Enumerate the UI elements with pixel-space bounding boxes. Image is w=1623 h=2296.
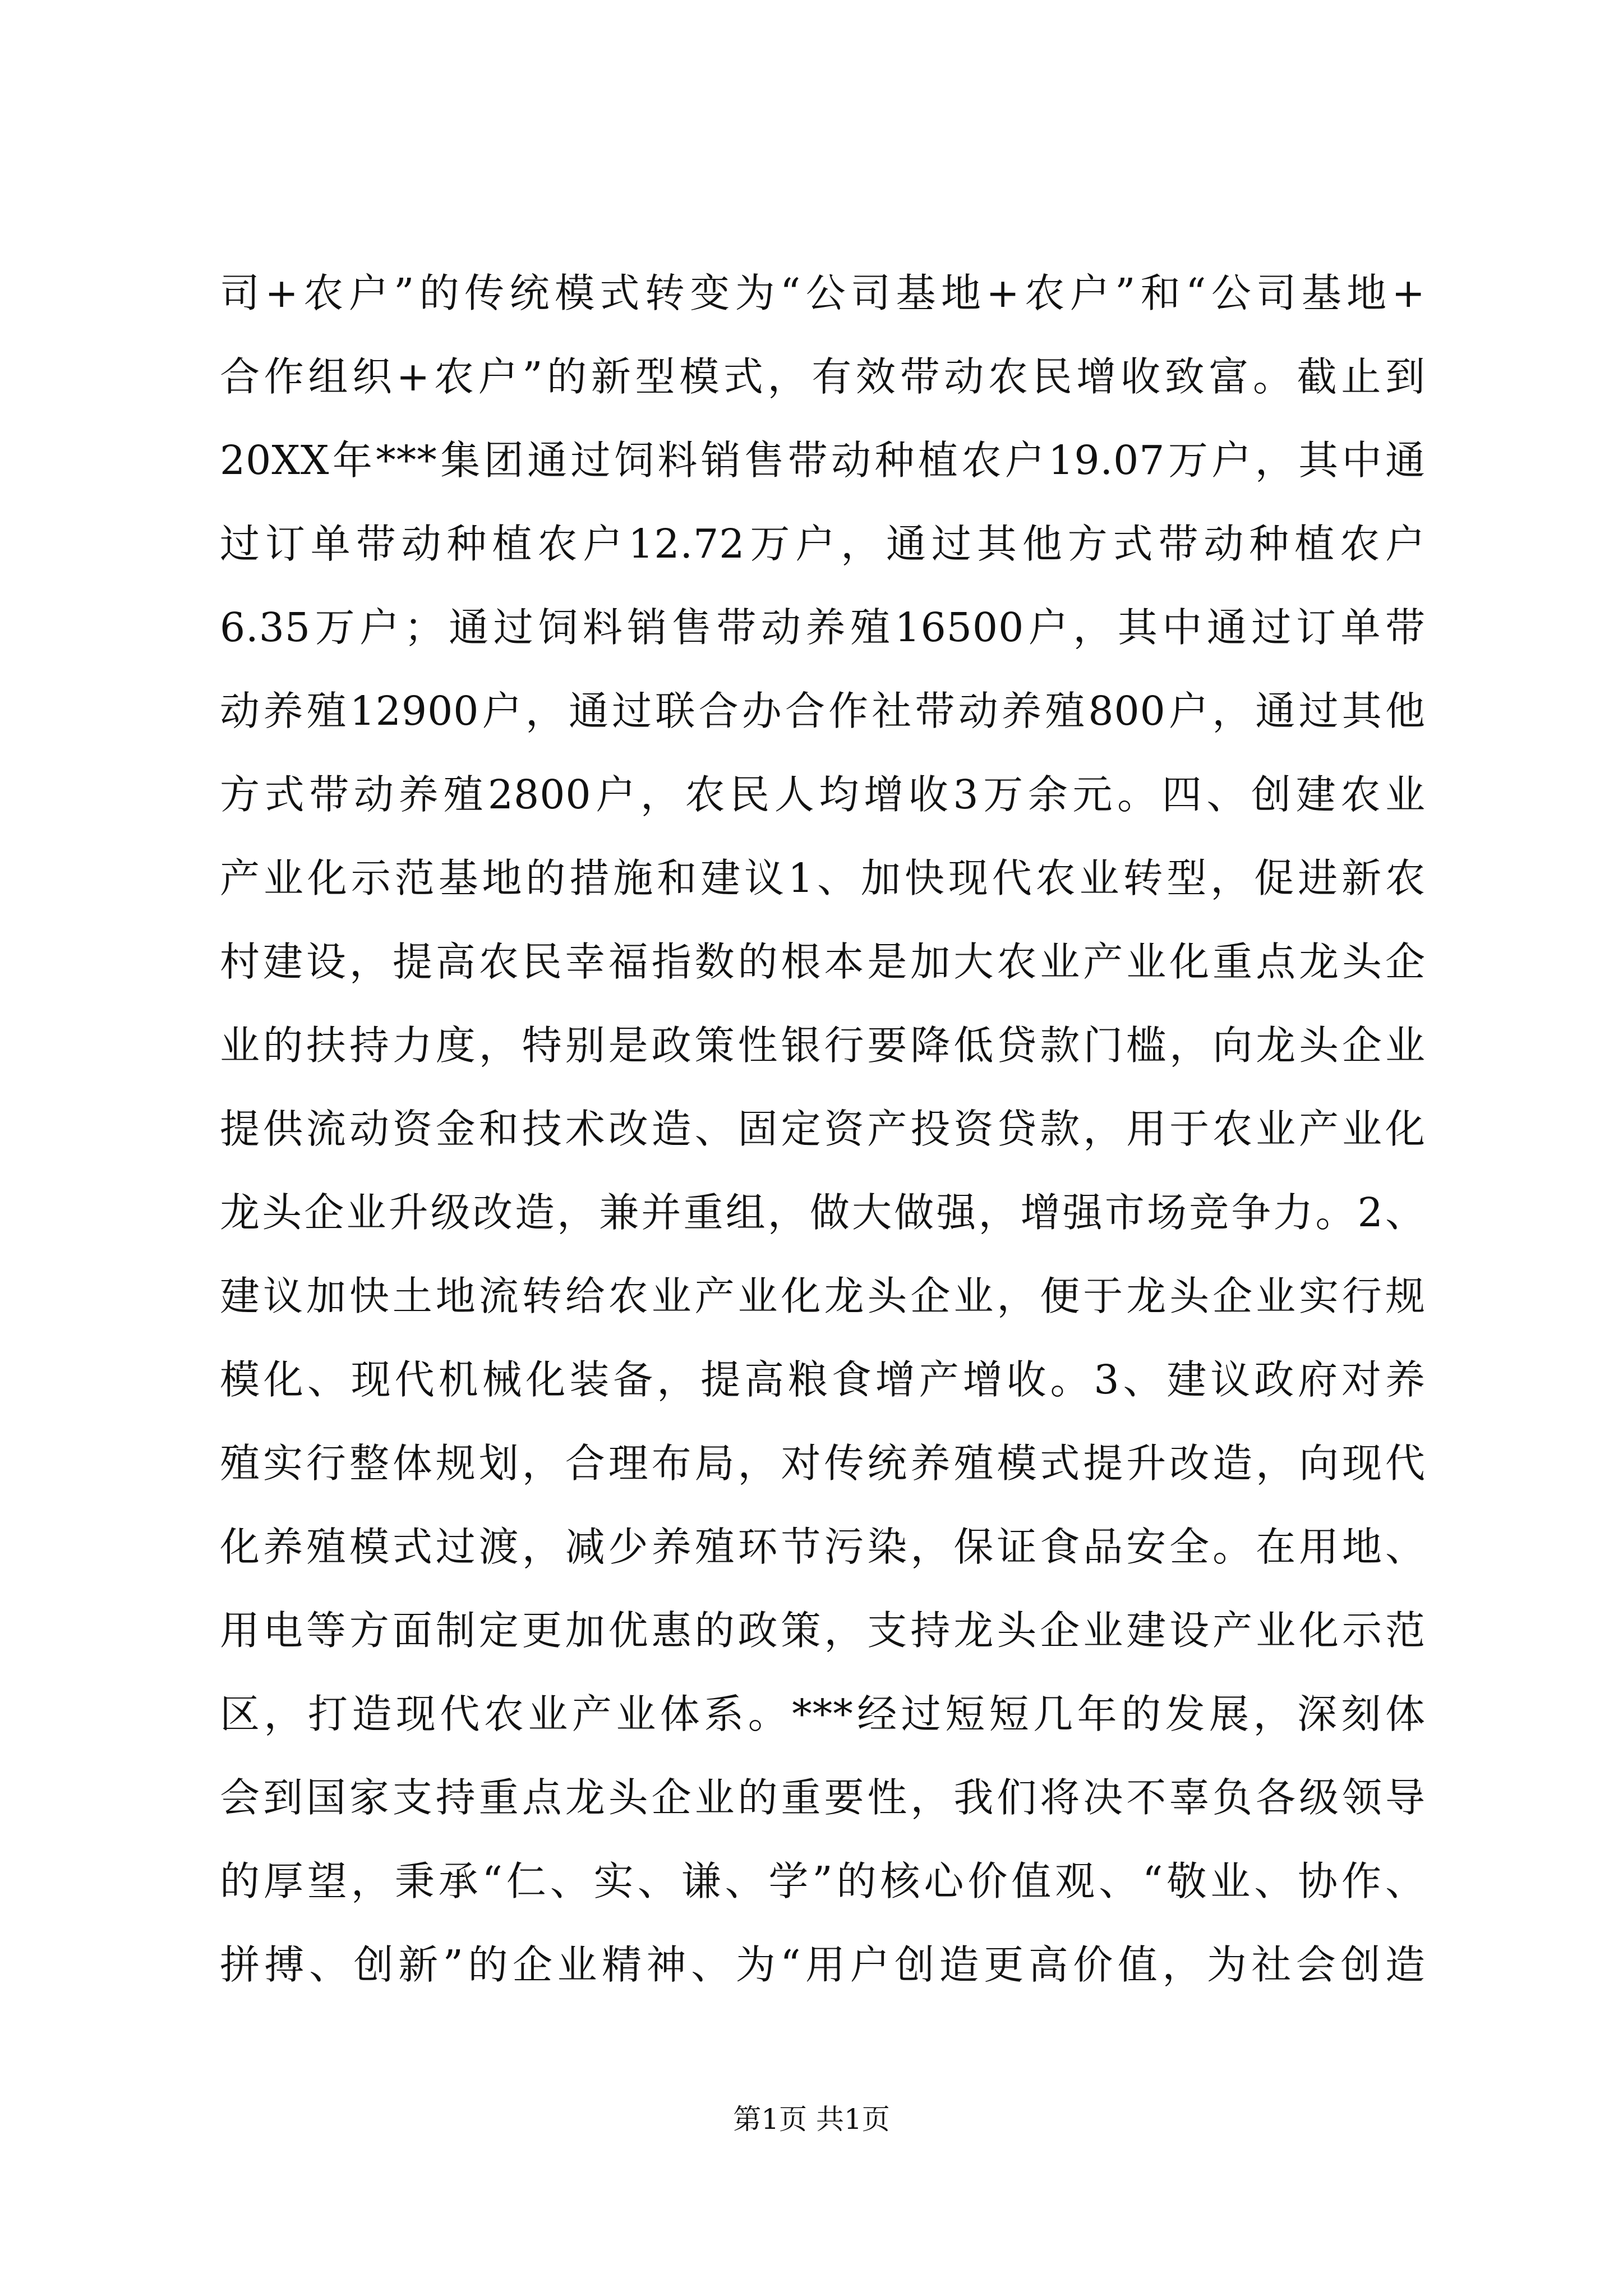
text-line-1: 司+农户”的传统模式转变为“公司基地+农户”和“公司基地+ xyxy=(220,270,1426,316)
text-line-15: 殖实行整体规划，合理布局，对传统养殖模式提升改造，向现代 xyxy=(220,1440,1426,1487)
text-line-4: 过订单带动种植农户12.72万户，通过其他方式带动种植农户 xyxy=(220,521,1426,567)
text-line-6: 动养殖12900户，通过联合办合作社带动养殖800户，通过其他 xyxy=(220,688,1426,734)
text-line-9: 村建设，提高农民幸福指数的根本是加大农业产业化重点龙头企 xyxy=(220,938,1426,985)
text-line-11: 提供流动资金和技术改造、固定资产投资贷款，用于农业产业化 xyxy=(220,1106,1426,1152)
text-line-5: 6.35万户；通过饲料销售带动养殖16500户，其中通过订单带 xyxy=(220,604,1426,651)
text-line-2: 合作组织+农户”的新型模式，有效带动农民增收致富。截止到 xyxy=(220,353,1426,400)
body-text xyxy=(220,251,1426,2007)
text-line-16: 化养殖模式过渡，减少养殖环节污染，保证食品安全。在用地、 xyxy=(220,1524,1426,1570)
text-line-14: 模化、现代机械化装备，提高粮食增产增收。3、建议政府对养 xyxy=(220,1356,1426,1403)
text-line-13: 建议加快土地流转给农业产业化龙头企业，便于龙头企业实行规 xyxy=(220,1273,1426,1319)
text-line-20: 的厚望，秉承“仁、实、谦、学”的核心价值观、“敬业、协作、 xyxy=(220,1858,1426,1904)
text-line-21: 拼搏、创新”的企业精神、为“用户创造更高价值，为社会创造 xyxy=(220,1941,1426,1988)
text-line-17: 用电等方面制定更加优惠的政策，支持龙头企业建设产业化示范 xyxy=(220,1607,1426,1654)
text-line-3: 20XX年***集团通过饲料销售带动种植农户19.07万户，其中通 xyxy=(220,437,1426,484)
text-line-19: 会到国家支持重点龙头企业的重要性，我们将决不辜负各级领导 xyxy=(220,1774,1426,1821)
text-line-7: 方式带动养殖2800户，农民人均增收3万余元。四、创建农业 xyxy=(220,771,1426,818)
text-line-10: 业的扶持力度，特别是政策性银行要降低贷款门槛，向龙头企业 xyxy=(220,1022,1426,1069)
text-line-8: 产业化示范基地的措施和建议1、加快现代农业转型，促进新农 xyxy=(220,855,1426,901)
page-number-label: 第1页 共1页 xyxy=(733,2103,890,2136)
page-footer xyxy=(0,2097,1623,2142)
text-line-18: 区，打造现代农业产业体系。***经过短短几年的发展，深刻体 xyxy=(220,1691,1426,1737)
text-line-12: 龙头企业升级改造，兼并重组，做大做强，增强市场竞争力。2、 xyxy=(220,1189,1426,1236)
